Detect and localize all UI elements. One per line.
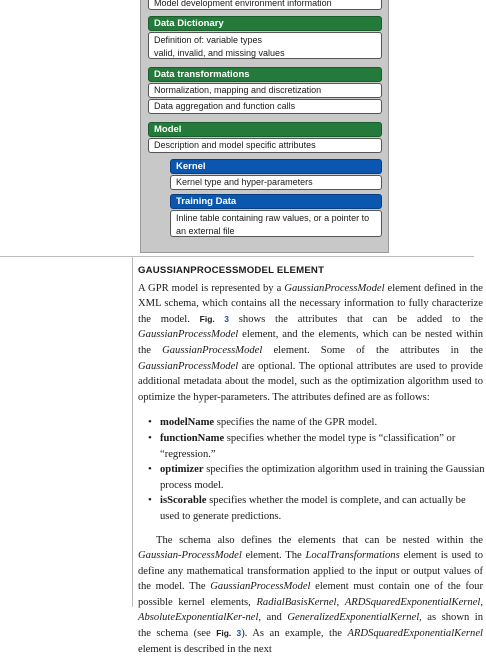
model-header [148,122,382,137]
intro-paragraph: A GPR model is represented by a GaussianProcessModel element defined in the XML schema, which contains all the necessary information to fully characterize the model. Fig. 3 shows the attributes that can be added to the GaussianProcessModel element, and the elements, which can be nested within the GaussianProcessModel element. Some of the attributes in the GaussianProcessModel are optional. The optional attributes are used to provide additional metadata about the model, such as the optimization algorithm used to optimize the hyper-parameters. The attributes defined are as follows: [138,281,483,406]
column-divider [132,256,133,607]
figure-reference[interactable]: Fig. 3 [200,314,229,324]
environment-info-text: Model development environment information [154,0,332,8]
aggregation-line-box [148,99,382,114]
attribute-name: optimizer [160,464,204,475]
emphasized-term: AbsoluteExponentialKer-nel [138,612,258,623]
emphasized-term: GeneralizedExponentialKernel [287,612,419,623]
transformations-line: Normalization, mapping and discretization [154,85,321,95]
data-transformations-title: Data transformations [154,69,250,80]
emphasized-term: GaussianProcessModel [284,283,384,294]
emphasized-term: GaussianProcessModel [162,345,262,356]
emphasized-term: RadialBasisKernel [256,597,336,608]
kernel-description: Kernel type and hyper-parameters [176,177,313,187]
attribute-list [148,415,486,524]
section-title: GAUSSIANPROCESSMODEL ELEMENT [138,263,474,279]
figure-reference[interactable]: Fig. 3 [216,628,241,638]
data-transformations-header [148,67,382,82]
emphasized-term: GaussianProcessModel [210,581,310,592]
text-column [138,262,474,607]
emphasized-term: LocalTransformations [306,550,400,561]
attribute-name: isScorable [160,495,207,506]
emphasized-term: Gaussian-ProcessModel [138,550,242,561]
attribute-name: modelName [160,417,214,428]
aggregation-line: Data aggregation and function calls [154,101,295,111]
data-dictionary-box [148,32,382,59]
training-data-box [170,210,382,237]
attribute-item: • optimizer specifies the optimization algorithm used in training the Gaussian process model. [148,462,486,493]
training-data-line: Inline table containing raw values, or a pointer to [176,212,376,225]
model-title: Model [154,124,181,135]
kernel-header [170,159,382,174]
emphasized-term: GaussianProcessModel [138,361,238,372]
attribute-item: • isScorable specifies whether the model is complete, and can actually be used to generate predictions. [148,493,486,524]
environment-info-box [148,0,382,10]
data-dictionary-line: valid, invalid, and missing values [154,47,376,60]
emphasized-term: ARDSquaredExponentialKernel [347,628,483,639]
attribute-name: functionName [160,433,224,444]
model-description-box [148,138,382,153]
kernel-title: Kernel [176,161,206,172]
transformations-line-box [148,83,382,98]
schema-paragraph: The schema also defines the elements that can be nested within the Gaussian-ProcessModel element. The LocalTransformations element is used to define any mathematical transformation applied to the input or output values of the model. The GaussianProcessModel element must contain one of the four possible kernel elements, RadialBasisKernel, ARDSquaredExponentialKernel, AbsoluteExponentialKer-nel, and GeneralizedExponentialKernel, as shown in the schema (see Fig. 3). As an example, the ARDSquaredExponentialKernel element is described in the next [138,533,483,657]
schema-figure [140,0,389,253]
model-description: Description and model specific attributes [154,140,316,150]
training-data-title: Training Data [176,196,236,207]
emphasized-term: ARDSquaredExponentialKernel [345,597,481,608]
data-dictionary-title: Data Dictionary [154,18,224,29]
data-dictionary-header [148,16,382,31]
training-data-header [170,194,382,209]
kernel-box [170,175,382,190]
emphasized-term: GaussianProcessModel [138,329,238,340]
data-dictionary-line: Definition of: variable types [154,34,376,47]
divider-left [0,256,132,257]
divider-right [132,256,474,257]
training-data-line: an external file [176,225,376,238]
attribute-item: • modelName specifies the name of the GPR model. [148,415,486,431]
attribute-item: • functionName specifies whether the model type is “classification” or “regression.” [148,431,486,462]
